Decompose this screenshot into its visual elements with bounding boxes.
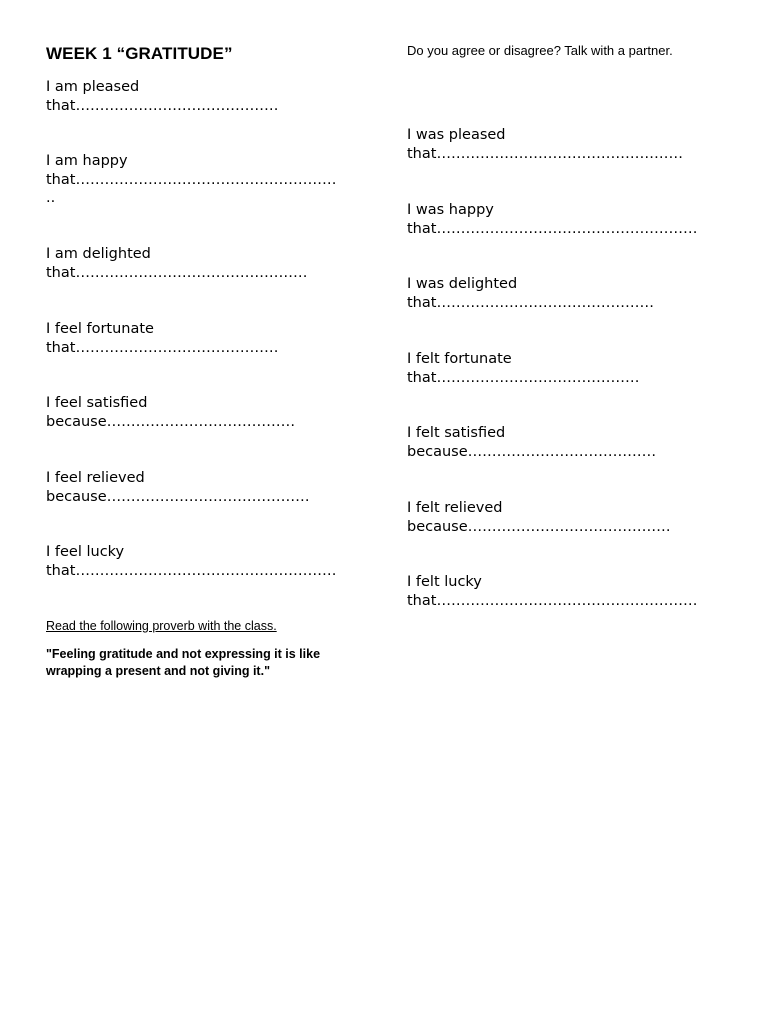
prompt-blank: because…………………………………: [46, 413, 296, 430]
prompt-blank: because……………………………………: [46, 488, 310, 505]
prompt-am-delighted: [46, 245, 307, 282]
prompt-blank: that………………………………………………: [407, 592, 698, 609]
prompt-feel-satisfied: [46, 394, 295, 431]
prompt-stem: I felt relieved: [407, 500, 503, 516]
prompt-blank: that………………………………………: [407, 294, 654, 311]
prompt-blank: that……………………………………: [407, 369, 640, 386]
prompt-stem: I feel relieved: [46, 470, 145, 486]
prompt-blank: that………………………………………………: [407, 220, 698, 237]
prompt-feel-fortunate: [46, 320, 278, 357]
prompt-blank: that………………………………………………: [46, 171, 337, 188]
prompt-felt-fortunate: [407, 350, 639, 387]
worksheet-title: WEEK 1 “GRATITUDE”: [46, 44, 233, 63]
prompt-stem: I was pleased: [407, 127, 506, 143]
prompt-was-happy: [407, 201, 697, 238]
prompt-am-pleased: [46, 78, 278, 115]
proverb-instruction: Read the following proverb with the class.: [46, 619, 277, 633]
prompt-was-pleased: [407, 126, 683, 163]
prompt-blank: that………………………………………………: [46, 562, 337, 579]
prompt-stem: I felt lucky: [407, 574, 482, 590]
prompt-feel-relieved: [46, 469, 310, 506]
prompt-blank-overflow: ..: [46, 190, 56, 206]
prompt-stem: I am happy: [46, 153, 128, 169]
prompt-stem: I feel lucky: [46, 544, 125, 560]
prompt-felt-satisfied: [407, 424, 656, 461]
prompt-stem: I feel fortunate: [46, 321, 154, 337]
prompt-blank: that…………………………………………: [46, 264, 308, 281]
proverb-quote: "Feeling gratitude and not expressing it is like wrapping a present and not giving it.": [46, 647, 321, 678]
prompt-was-delighted: [407, 275, 654, 312]
prompt-feel-lucky: [46, 543, 336, 580]
prompt-stem: I felt fortunate: [407, 351, 512, 367]
prompt-blank: because……………………………………: [407, 518, 671, 535]
prompt-blank: because…………………………………: [407, 443, 657, 460]
prompt-felt-relieved: [407, 499, 671, 536]
prompt-blank: that……………………………………………: [407, 145, 683, 162]
prompt-stem: I am pleased: [46, 79, 140, 95]
prompt-am-happy: [46, 152, 336, 208]
prompt-stem: I was delighted: [407, 276, 518, 292]
prompt-stem: I am delighted: [46, 246, 151, 262]
prompt-stem: I feel satisfied: [46, 395, 148, 411]
prompt-stem: I was happy: [407, 202, 494, 218]
discussion-instruction: Do you agree or disagree? Talk with a partner.: [407, 43, 673, 58]
prompt-blank: that……………………………………: [46, 97, 279, 114]
prompt-blank: that……………………………………: [46, 339, 279, 356]
prompt-stem: I felt satisfied: [407, 425, 506, 441]
prompt-felt-lucky: [407, 573, 697, 610]
